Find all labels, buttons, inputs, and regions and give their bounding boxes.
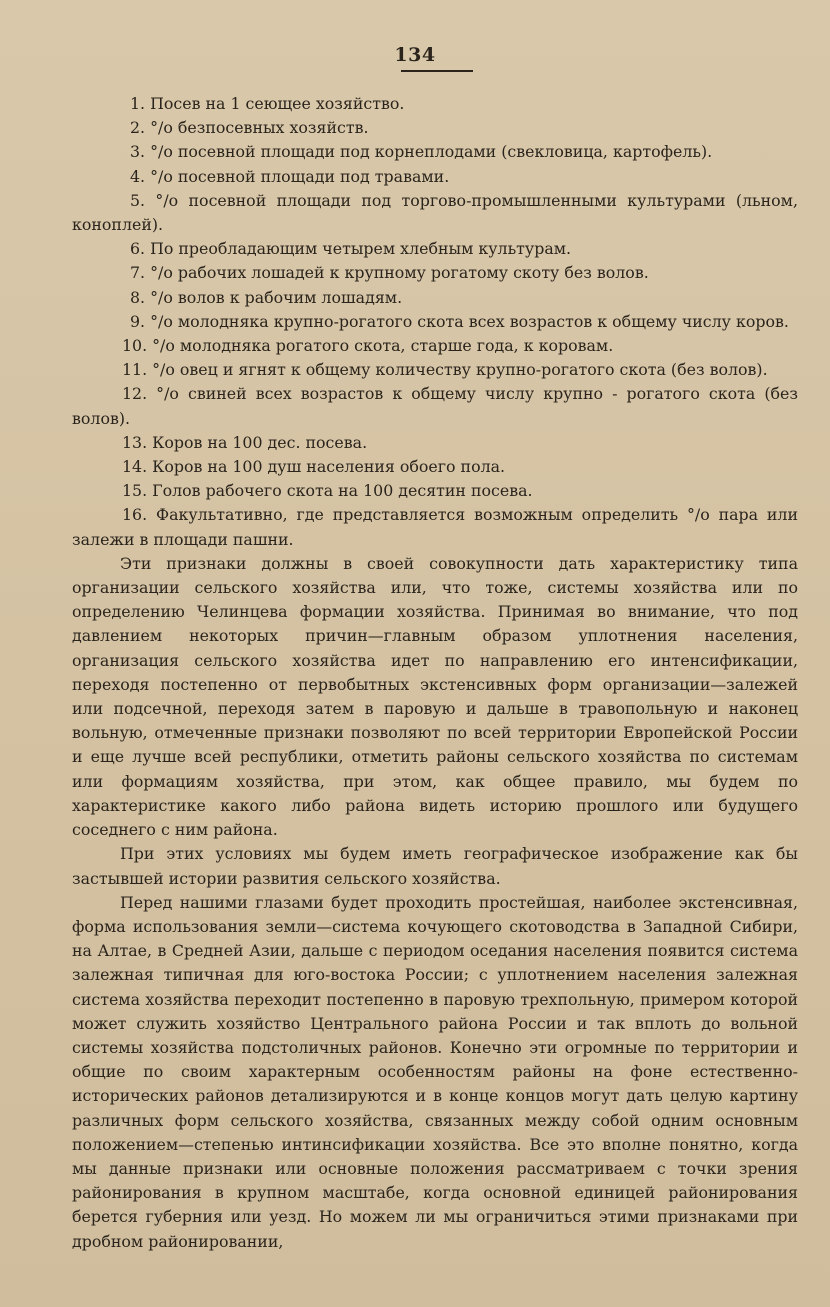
list-item: 12. °/о свиней всех возрастов к общему числу крупно - рогатого скота (без волов). <box>72 384 798 428</box>
list-item: 5. °/о посевной площади под торгово-промышленными культурами (льном, коноплей). <box>72 190 798 235</box>
list-item: 1. Посев на 1 сеющее хозяйство. <box>130 94 405 113</box>
list-item: 14. Коров на 100 душ населения обоего пола. <box>122 457 506 477</box>
list-item: 6. По преобладающим четырем хлебным культурам. <box>130 239 572 259</box>
page-number-underline <box>401 70 473 72</box>
list-item: 3. °/о посевной площади под корнеплодами (свекловица, картофель). <box>130 142 713 162</box>
list-item: 4. °/о посевной площади под травами. <box>130 166 450 186</box>
list-item: 16. Факультативно, где представляется возможным определить °/о пара или залежи в площади пашни. <box>72 505 798 549</box>
list-item: 7. °/о рабочих лошадей к крупному рогатому скоту без волов. <box>130 263 649 283</box>
list-item: 10. °/о молодняка рогатого скота, старше года, к коровам. <box>122 336 614 356</box>
body-paragraph: Перед нашими глазами будет проходить простейшая, наиболее экстенсивная, форма использования земли—система кочующего скотоводства в Западной Сибири, на Алтае, в Средней Азии, дальше с периодом оседания населения появится система залежная типичная для юго-востока России; с уплотнением населения залежная система хозяйства переходит постепенно в паровую трехпольную, примером которой может служить хозяйство Центрального района России и так вплоть до вольной системы хозяйства подстоличных районов. Конечно эти огромные по территории и общие по своим характерным особенностям районы на фоне естественно-исторических районов детализируются и в конце концов могут дать целую картину различных форм сельского хозяйства, связанных между собой одним основным положением—степенью интинсификации хозяйства. Все это вполне понятно, когда мы данные признаки или основные положения рассматриваем с точки зрения районирования в крупном масштабе, когда основной единицей районирования берется губерния или уезд. Но можем ли мы ограничиться этими признаками при дробном районировании, <box>72 892 798 1251</box>
body-paragraph: Эти признаки должны в своей совокупности дать характеристику типа организации сельского хозяйства или, что тоже, системы хозяйства или по определению Челинцева формации хозяйства. Принимая во внимание, что под давлением некоторых причин—главным образом уплотнения населения, организация сельского хозяйства идет по направлению его интенсификации, переходя постепенно от первобытных экстенсивных форм организации—залежей или подсечной, переходя затем в паровую и дальше в травопольную и наконец вольную, отмеченные признаки позволяют по всей территории Европейской России и еще лучше всей республики, отметить районы сельского хозяйства по системам или формациям хозяйства, при этом, как общее правило, мы будем по характеристике какого либо района видеть историю прошлого или будущего соседнего с ним района. <box>72 553 798 840</box>
list-item: 13. Коров на 100 дес. посева. <box>122 432 368 452</box>
list-item: 9. °/о молодняка крупно-рогатого скота всех возрастов к общему числу коров. <box>130 311 789 331</box>
list-item: 15. Голов рабочего скота на 100 десятин посева. <box>122 481 533 501</box>
list-item: 11. °/о овец и ягнят к общему количеству крупно-рогатого скота (без волов). <box>122 360 768 380</box>
page-number: 134 <box>394 44 436 66</box>
page-body <box>72 92 798 1254</box>
body-paragraph: При этих условиях мы будем иметь географическое изображение как бы застывшей истории развития сельского хозяйства. <box>72 844 798 888</box>
list-item: 2. °/о безпосевных хозяйств. <box>130 118 369 138</box>
list-item: 8. °/о волов к рабочим лошадям. <box>130 287 403 307</box>
